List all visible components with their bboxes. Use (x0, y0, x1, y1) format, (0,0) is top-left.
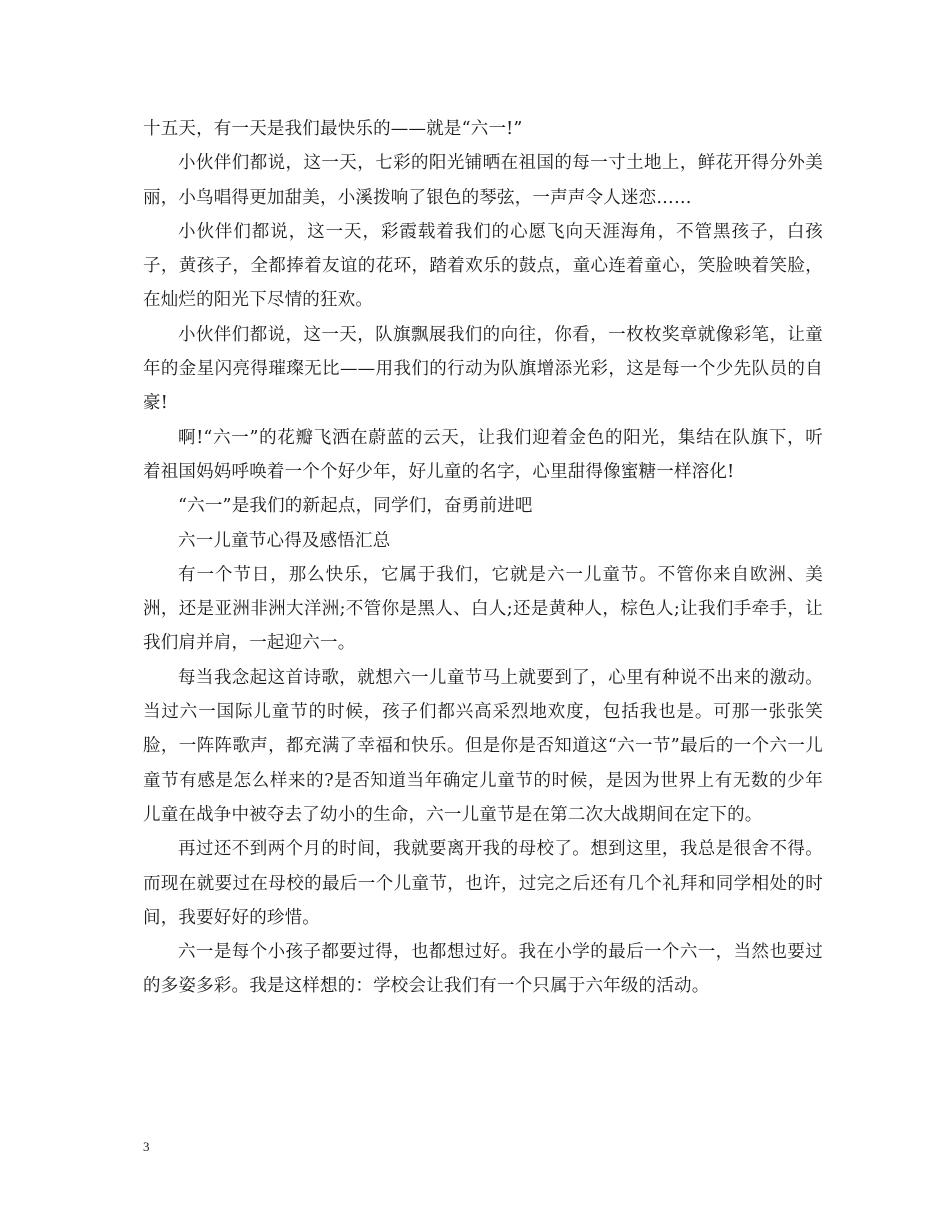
paragraph: 六一是每个小孩子都要过得，也都想过好。我在小学的最后一个六一，当然也要过的多姿多彩。我是这样想的：学校会让我们有一个只属于六年级的活动。 (143, 942, 823, 997)
paragraph: 啊!“六一”的花瓣飞洒在蔚蓝的云天，让我们迎着金色的阳光，集结在队旗下，听着祖国妈妈呼唤着一个个好少年，好儿童的名字，心里甜得像蜜糖一样溶化! (143, 427, 823, 482)
paragraph: 小伙伴们都说，这一天，七彩的阳光铺晒在祖国的每一寸土地上，鲜花开得分外美丽，小鸟唱得更加甜美，小溪拨响了银色的琴弦，一声声令人迷恋…… (143, 153, 823, 208)
section-heading: 六一儿童节心得及感悟汇总 (178, 530, 391, 551)
paragraph: 有一个节日，那么快乐，它属于我们，它就是六一儿童节。不管你来自欧洲、美洲，还是亚洲非洲大洋洲;不管你是黑人、白人;还是黄种人，棕色人;让我们手牵手，让我们肩并肩，一起迎六一。 (143, 564, 823, 654)
document-body (143, 112, 823, 1004)
paragraph: 小伙伴们都说，这一天，队旗飘展我们的向往，你看，一枚枚奖章就像彩笔，让童年的金星闪亮得璀璨无比——用我们的行动为队旗增添光彩，这是每一个少先队员的自豪! (143, 324, 823, 414)
page-number: 3 (143, 1139, 150, 1154)
paragraph: 十五天，有一天是我们最快乐的——就是“六一!” (143, 119, 523, 139)
paragraph: “六一”是我们的新起点，同学们，奋勇前进吧 (178, 496, 533, 517)
paragraph: 每当我念起这首诗歌，就想六一儿童节马上就要到了，心里有种说不出来的激动。当过六一国际儿童节的时候，孩子们都兴高采烈地欢度，包括我也是。可那一张张笑脸，一阵阵歌声，都充满了幸福和快乐。但是你是否知道这“六一节”最后的一个六一儿童节有感是怎么样来的?是否知道当年确定儿童节的时候，是因为世界上有无数的少年儿童在战争中被夺去了幼小的生命，六一儿童节是在第二次大战期间在定下的。 (143, 667, 823, 825)
paragraph: 再过还不到两个月的时间，我就要离开我的母校了。想到这里，我总是很舍不得。而现在就要过在母校的最后一个儿童节，也许，过完之后还有几个礼拜和同学相处的时间，我要好好的珍惜。 (143, 839, 823, 928)
paragraph: 小伙伴们都说，这一天，彩霞载着我们的心愿飞向天涯海角，不管黑孩子，白孩子，黄孩子，全都捧着友谊的花环，踏着欢乐的鼓点，童心连着童心，笑脸映着笑脸，在灿烂的阳光下尽情的狂欢。 (143, 221, 823, 311)
